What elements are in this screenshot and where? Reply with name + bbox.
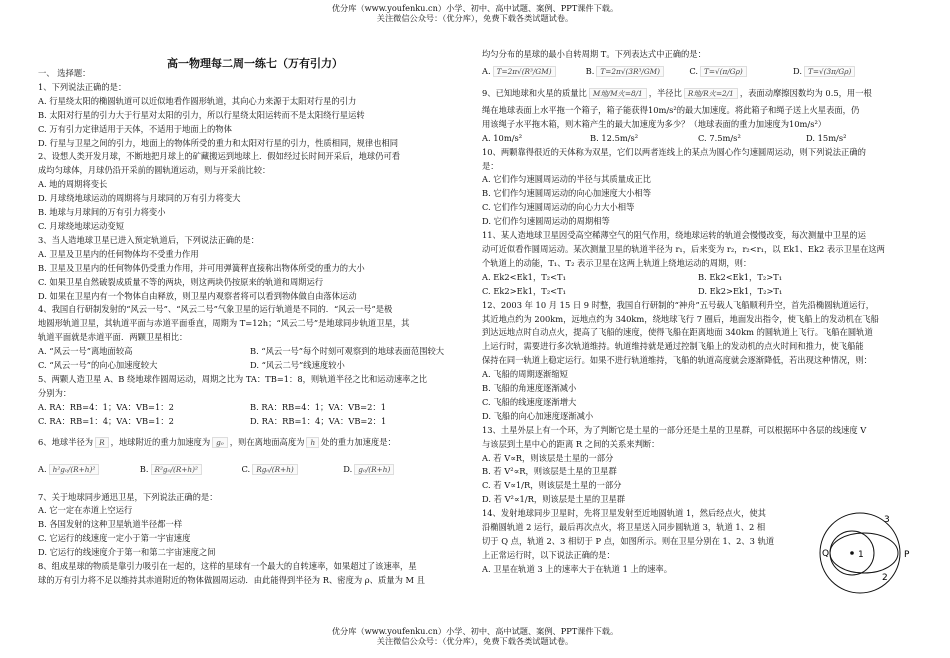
option: B. R²g₀/(R+h)² <box>140 463 242 477</box>
formula-image: T=√(3π/Gρ) <box>804 66 855 77</box>
text-line: C. 如果卫星自然破裂成质量不等的两块，则这两块仍按原来的轨道和周期运行 <box>38 276 324 287</box>
text-line: C. 万有引力定律适用于天体，不适用于地面上的物体 <box>38 123 232 134</box>
q9-line: 用该绳子水平拖木箱，则木箱产生的最大加速度为多少？（地球表面的重力加速度为10m/s²） <box>482 118 827 129</box>
text-line: D. 它们作匀速圆周运动的周期相等 <box>482 216 610 227</box>
option: B. RA：RB=4：1；VA：VB=2：1 <box>250 401 386 412</box>
option: A. h²g₀/(R+h)² <box>38 463 140 477</box>
text-line: 3、当人造地球卫星已进入预定轨道后，下列说法正确的是： <box>38 234 259 245</box>
option: D. 15m/s² <box>806 132 847 143</box>
text-line: B. 它们作匀速圆周运动的向心加速度大小相等 <box>482 188 652 199</box>
text-line: C. 月球绕地球运动变短 <box>38 220 124 231</box>
text-line: 球的万有引力将不足以维持其赤道附近的物体做圆周运动．由此能得到半径为 R、密度为 ρ、质量为 M 且 <box>38 575 425 585</box>
option: D. T=√(3π/Gρ) <box>793 65 897 79</box>
left-column <box>38 51 462 588</box>
text-line: D. 如果在卫星内有一个物体自由释放，则卫星内观察者将可以看到物体做自由落体运动 <box>38 290 357 301</box>
formula-image: T=2π√(R³/GM) <box>493 66 556 77</box>
formula-image: g₀ <box>212 437 228 448</box>
q5-line: 5、两颗人造卫星 A、B 绕地球作圆周运动，周期之比为 TA：TB=1：8，则轨道半径之比和运动速率之比 <box>38 373 428 384</box>
text-line: 上运行时，需要进行多次轨道维持。轨道维持就是通过控制飞船上的发动机的点火时间和推力，使飞船能 <box>482 341 864 352</box>
text-line: 沿椭圆轨道 2 运行，最后再次点火，将卫星送入同步圆轨道 3，轨道 1、2 相 <box>482 522 766 533</box>
text-line: D. 月球绕地球运动的周期将与月球同的万有引力将变大 <box>38 193 241 204</box>
text-line: C. 若 V∝1/R，则该层是土星的一部分 <box>482 480 622 491</box>
q5-options-row-1 <box>38 401 462 415</box>
text-line: C. 飞船的线速度逐渐增大 <box>482 396 577 407</box>
option: D. “风云二号”线速度较小 <box>250 360 345 371</box>
q5-line: 分别为： <box>38 387 72 398</box>
q8-continuation: 均匀分布的星球的最小自转周期 T。下列表达式中正确的是： <box>482 49 706 59</box>
page-header <box>0 3 950 23</box>
text-line: D. 行星与卫星之间的引力，地面上的物体所受的重力和太阳对行星的引力，性质相同，规律也相同 <box>38 137 399 148</box>
formula-image: T=2π√(3R³/GM) <box>596 66 664 77</box>
formula-image: h²g₀/(R+h)² <box>49 464 100 475</box>
formula-image: M地/M火=8/1 <box>589 88 647 99</box>
text-line: C. 它运行的线速度一定小于第一宇宙速度 <box>38 533 191 544</box>
text-line: 动可近似看作圆周运动。某次测量卫星的轨道半径为 r₁，后来变为 r₂，r₂<r₁，以 Ek1、Ek2 表示卫星在这两 <box>482 243 885 254</box>
text-line: B. 地球与月球间的万有引力将变小 <box>38 207 166 218</box>
text-line: 2、设想人类开发月球，不断地把月球上的矿藏搬运到地球上．假如经过长时间开采后，地球仍可看 <box>38 151 401 162</box>
option: A. Ek2<Ek1，T₂<T₁ <box>482 271 566 282</box>
text-line: 4、我国自行研制发射的“风云一号”、“风云二号”气象卫星的运行轨道是不同的．“风云一号”是极 <box>38 304 393 315</box>
orbit-2-ellipse <box>830 533 898 573</box>
text-line: 与该层到土星中心的距离 R 之间的关系来判断： <box>482 438 660 449</box>
q5-options-row-2 <box>38 415 462 429</box>
text-line: 轨道平面就是赤道平面．两颗卫星相比： <box>38 332 188 343</box>
text-line: 12、2003 年 10 月 15 日 9 时整，我国自行研制的“神舟”五号载人飞船顺利升空，首先沿椭圆轨道运行， <box>482 299 874 310</box>
text-line: D. 飞船的向心加速度逐渐减小 <box>482 410 594 421</box>
text-line: B. 各国发射的这种卫星轨道半径都一样 <box>38 519 183 530</box>
formula-image: R地/R火=2/1 <box>684 88 738 99</box>
formula-image: R <box>95 437 109 448</box>
text-line: B. 卫星及卫星内的任何物体仍受重力作用，并可用弹簧秤直接称出物体所受的重力的大小 <box>38 262 365 273</box>
right-column <box>482 48 914 577</box>
text-line: A. 地的周期将变长 <box>38 179 108 190</box>
option: C. Ek2>Ek1，T₂<T₁ <box>482 285 566 296</box>
text-line: A. 卫星及卫星内的任何物体均不受重力作用 <box>38 248 199 259</box>
text-line: 7、关于地球同步通迅卫星，下列说法正确的是： <box>38 491 218 502</box>
q6-options <box>38 455 462 485</box>
text-line: B. 飞船的角速度逐渐减小 <box>482 383 577 394</box>
option: B. T=2π√(3R³/GM) <box>586 65 690 79</box>
option: D. Ek2>Ek1，T₂>T₁ <box>698 285 783 296</box>
formula-image: g₀/(R+h) <box>354 464 394 475</box>
text-line: 上正常运行时，以下说法正确的是： <box>482 549 615 560</box>
option: C. T=√(π/Gρ) <box>689 65 793 79</box>
option: C. “风云一号”的向心加速度较大 <box>38 360 158 371</box>
text-line: B. 若 V²∝R，则该层是土星的卫星群 <box>482 466 617 477</box>
section-heading: 一、 选择题： <box>38 68 91 78</box>
text-line: 切于 Q 点，轨道 2、3 相切于 P 点，如图所示。则在卫星分别在 1、2、3 轨道 <box>482 536 775 546</box>
text-line: 13、土星外层上有一个环，为了判断它是土星的一部分还是土星的卫星群，可以根据环中各层的线速度 V <box>482 424 867 435</box>
header-line-1: 优分库（www.youfenku.cn）小学、初中、高中试题、案例、PPT课件下载。 <box>331 3 619 13</box>
label-3: 3 <box>884 515 890 525</box>
option: C. Rg₀/(R+h) <box>242 463 344 477</box>
formula-image: h <box>306 437 319 448</box>
text-line: 地圆形轨道卫星，其轨道平面与赤道平面垂直，周期为 T=12h；“风云二号”是地球同步轨道卫星，其 <box>38 318 410 329</box>
formula-image: Rg₀/(R+h) <box>252 464 298 475</box>
text-line: 1、下列说法正确的是： <box>38 81 127 92</box>
q11-options-row-2 <box>482 285 914 299</box>
formula-image: T=√(π/Gρ) <box>700 66 747 77</box>
option: D. RA：RB=1：4；VA：VB=2：1 <box>250 415 387 426</box>
q11-options-row-1 <box>482 271 914 285</box>
earth-dot <box>850 551 854 555</box>
left-questions-7-8 <box>38 491 462 588</box>
text-line: 到达远地点时自动点火，提高了飞船的速度，使得飞船在距离地面 340km 的圆轨道上飞行。飞船在圆轨道 <box>482 327 873 338</box>
page-title: 高一物理每二周一练七（万有引力） <box>167 57 343 70</box>
option: B. 12.5m/s² <box>590 132 639 143</box>
option: B. Ek2<Ek1，T₂>T₁ <box>698 271 783 282</box>
label-2: 2 <box>882 573 888 583</box>
left-questions-1-4 <box>38 81 462 345</box>
text-line: C. 它们作匀速圆周运动的向心力大小相等 <box>482 202 635 213</box>
option: D. g₀/(R+h) <box>343 463 445 477</box>
footer-line-1: 优分库（www.youfenku.cn）小学、初中、高中试题、案例、PPT课件下载。 <box>331 626 619 636</box>
q9-line: 绳在地球表面上水平拖一个箱子，箱子能获得10m/s²的最大加速度。将此箱子和绳子送上火星表面，仍 <box>482 104 860 115</box>
text-line: 10、两颗靠得很近的天体称为双星，它们以两者连线上的某点为圆心作匀速圆周运动，则下列说法正确的 <box>482 146 866 157</box>
text-line: D. 它运行的线速度介于第一和第二宇宙速度之间 <box>38 547 216 558</box>
text-line: A. 卫星在轨道 3 上的速率大于在轨道 1 上的速率。 <box>482 563 673 574</box>
text-line: A. 行星绕太阳的椭圆轨道可以近似地看作圆形轨道，其向心力来源于太阳对行星的引力 <box>38 95 357 106</box>
option: C. RA：RB=1：4；VA：VB=1：2 <box>38 415 174 426</box>
text-line: A. 飞船的周期逐渐缩短 <box>482 369 568 380</box>
q8-options <box>482 62 914 82</box>
option: C. 7.5m/s² <box>698 132 741 143</box>
right-questions-10-11 <box>482 146 914 271</box>
q4-options-row-2 <box>38 359 462 373</box>
option: A. “风云一号”离地面较高 <box>38 346 133 357</box>
text-line: 保持在同一轨道上稳定运行。如果不进行轨道维持，飞船的轨道高度就会逐渐降低，若出现这种情况，则： <box>482 355 872 366</box>
label-q: Q <box>822 549 830 559</box>
text-line: 个轨道上的动能，T₁、T₂ 表示卫星在这两上轨道上绕地运动的周期，则： <box>482 257 752 268</box>
text-line: 14、发射地球同步卫星时，先将卫星发射至近地圆轨道 1，然后经点火，使其 <box>482 508 766 519</box>
q6-stem: 6、地球半径为 R ，地球附近的重力加速度为 g₀ ，则在离地面高度为 h 处的重力加速度是： <box>38 436 396 447</box>
text-line: 成均匀球体，月球仍沿开采前的圆轨道运动，则与开采前比较： <box>38 165 271 176</box>
option: A. RA：RB=4：1；VA：VB=1：2 <box>38 401 174 412</box>
page-footer <box>0 626 950 646</box>
text-line: D. 若 V²∝1/R，则该层是土星的卫星群 <box>482 494 626 505</box>
formula-image: R²g₀/(R+h)² <box>151 464 202 475</box>
orbit-diagram <box>808 508 923 598</box>
label-p: P <box>904 550 910 560</box>
header-line-2: 关注微信公众号：（优分库），免费下载各类试题试卷。 <box>376 13 574 23</box>
footer-line-2: 关注微信公众号：（优分库），免费下载各类试题试卷。 <box>376 636 574 646</box>
text-line: 11、某人造地球卫星因受高空稀薄空气的阻气作用，绕地球运转的轨道会慢慢改变，每次测量中卫星的运 <box>482 230 866 241</box>
text-line: 8、组成星球的物质是靠引力吸引在一起的，这样的星球有一个最大的自转速率，如果超过了该速率，星 <box>38 561 417 572</box>
text-line: 其近地点约为 200km，远地点约为 340km，绕地球飞行 7 圈后，地面发出指令，使飞船上的发动机在飞船 <box>482 313 879 324</box>
option: A. T=2π√(R³/GM) <box>482 65 586 79</box>
option: B. “风云一号”每个时刻可观察到的地球表面范围较大 <box>250 346 445 357</box>
q9-stem: 9、已知地球和火星的质量比 M地/M火=8/1 ，半径比 R地/R火=2/1 ，表面动摩擦因数均为 0.5，用一根 <box>482 87 872 98</box>
text-line: B. 太阳对行星的引力大于行星对太阳的引力，所以行星绕太阳运转而不是太阳绕行星运转 <box>38 109 365 120</box>
text-line: 是： <box>482 160 499 171</box>
text-line: A. 若 V∝R，则该层是土星的一部分 <box>482 452 614 463</box>
q4-options-row-1 <box>38 345 462 359</box>
text-line: A. 它们作匀速圆周运动的半径与其质量成正比 <box>482 174 651 185</box>
label-1: 1 <box>858 550 864 560</box>
q9-options <box>482 132 914 146</box>
text-line: A. 它一定在赤道上空运行 <box>38 505 133 516</box>
option: A. 10m/s² <box>482 132 523 143</box>
